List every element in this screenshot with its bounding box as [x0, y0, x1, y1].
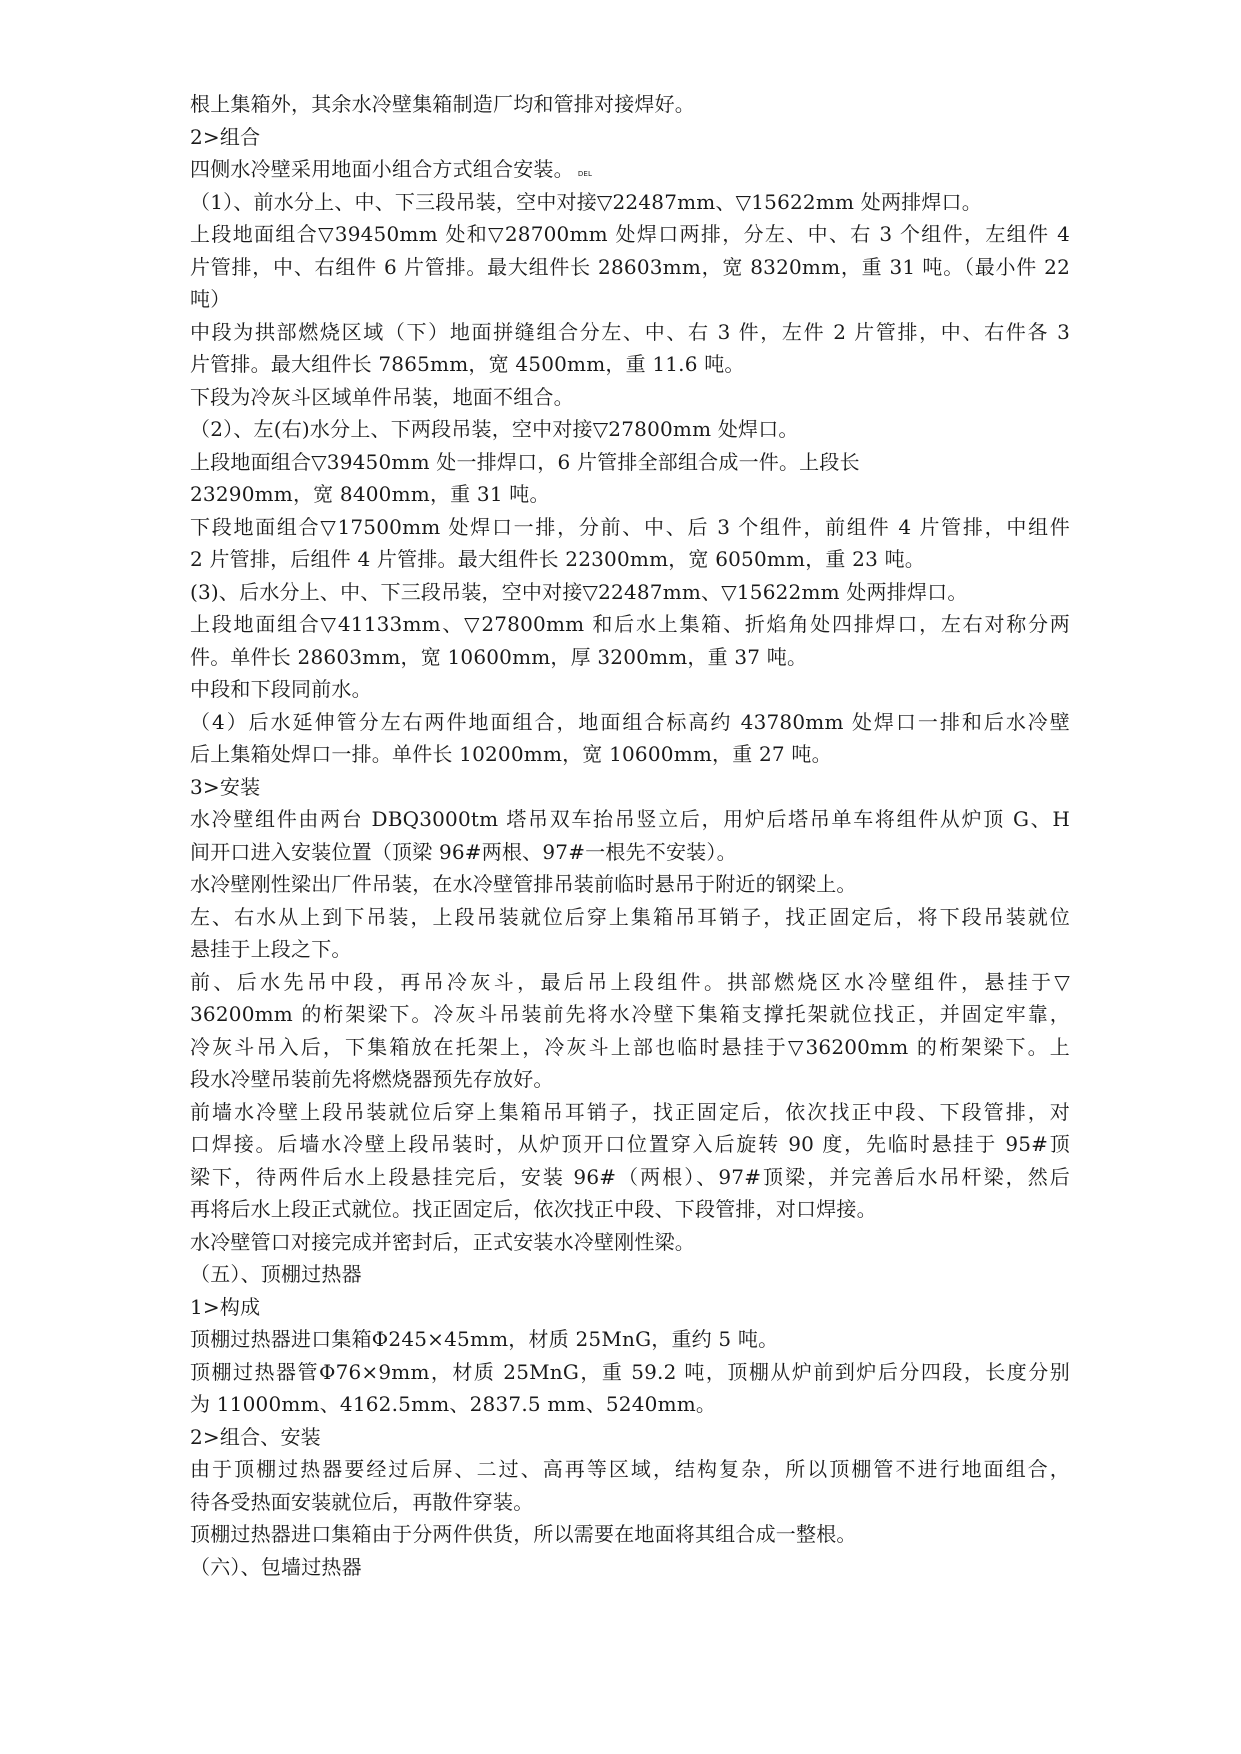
text-line [190, 673, 1070, 706]
text-line [190, 88, 1070, 121]
text-line [190, 966, 1070, 999]
text-line [190, 1551, 1070, 1584]
text-line [190, 641, 1070, 674]
text-line [190, 1096, 1070, 1129]
text-line [190, 803, 1070, 836]
document-body [190, 88, 1070, 1583]
line-text: （1）、前水分上、中、下三段吊装，空中对接▽22487mm、▽15622mm 处两排焊口。 [190, 189, 982, 214]
text-line [190, 478, 1070, 511]
line-text: 待各受热面安装就位后，再散件穿装。 [190, 1489, 534, 1514]
line-text: 水冷壁管口对接完成并密封后，正式安装水冷壁刚性梁。 [190, 1229, 695, 1254]
line-text: 顶棚过热器管Φ76×9mm，材质 25MnG，重 59.2 吨，顶棚从炉前到炉后分四段，长度分别 [190, 1359, 1070, 1384]
text-line [190, 1128, 1070, 1161]
text-line [190, 1258, 1070, 1291]
line-text: 悬挂于上段之下。 [190, 937, 352, 961]
line-text: 梁下，待两件后水上段悬挂完后，安装 96#（两根）、97#顶梁，并完善后水吊杆梁，然后 [190, 1164, 1070, 1189]
text-line [190, 576, 1070, 609]
line-text: 由于顶棚过热器要经过后屏、二过、高再等区域，结构复杂，所以顶棚管不进行地面组合， [190, 1457, 1070, 1481]
text-line [190, 868, 1070, 901]
text-line [190, 1193, 1070, 1226]
line-text: 四侧水冷壁采用地面小组合方式组合安装。 [190, 157, 574, 181]
text-line [190, 1453, 1070, 1486]
line-text: 间开口进入安装位置（顶梁 96#两根、97#一根先不安装）。 [190, 839, 737, 864]
text-line [190, 153, 1070, 186]
line-text: 中段和下段同前水。 [190, 677, 372, 701]
line-text: 下段为冷灰斗区域单件吊装，地面不组合。 [190, 384, 574, 409]
text-line [190, 1226, 1070, 1259]
text-line [190, 1161, 1070, 1194]
line-text: 2>组合、安装 [190, 1424, 321, 1449]
line-text: 后上集箱处焊口一排。单件长 10200mm，宽 10600mm，重 27 吨。 [190, 742, 832, 766]
text-line [190, 511, 1070, 544]
text-line [190, 283, 1070, 316]
line-text: 上段地面组合▽39450mm 处一排焊口，6 片管排全部组合成一件。上段长 [190, 449, 860, 474]
text-line [190, 738, 1070, 771]
text-line [190, 543, 1070, 576]
text-line [190, 1291, 1070, 1324]
text-line [190, 1486, 1070, 1519]
text-line [190, 251, 1070, 284]
text-line [190, 381, 1070, 414]
text-line [190, 348, 1070, 381]
line-text: 根上集箱外，其余水冷壁集箱制造厂均和管排对接焊好。 [190, 92, 695, 116]
line-text: (3)、后水分上、中、下三段吊装，空中对接▽22487mm、▽15622mm 处两排焊口。 [190, 579, 968, 604]
line-text: （4）后水延伸管分左右两件地面组合，地面组合标高约 43780mm 处焊口一排和后水冷壁 [190, 709, 1070, 734]
line-text: （六）、包墙过热器 [190, 1554, 362, 1579]
line-text: 顶棚过热器进口集箱由于分两件供货，所以需要在地面将其组合成一整根。 [190, 1522, 857, 1546]
line-text: 前墙水冷壁上段吊装就位后穿上集箱吊耳销子，找正固定后，依次找正中段、下段管排，对 [190, 1099, 1070, 1124]
line-text: 件。单件长 28603mm，宽 10600mm，厚 3200mm，重 37 吨。 [190, 644, 808, 669]
line-text: 3>安装 [190, 774, 261, 799]
text-line [190, 121, 1070, 154]
line-text: 吨） [190, 287, 231, 311]
line-text: 中段为拱部燃烧区域（下）地面拼缝组合分左、中、右 3 件，左件 2 片管排，中、右件各 3 [190, 319, 1070, 344]
text-line [190, 933, 1070, 966]
text-line [190, 316, 1070, 349]
text-line [190, 186, 1070, 219]
text-line [190, 413, 1070, 446]
line-text: 冷灰斗吊入后，下集箱放在托架上，冷灰斗上部也临时悬挂于▽36200mm 的桁架梁下。上 [190, 1034, 1070, 1059]
line-text: 前、后水先吊中段，再吊冷灰斗，最后吊上段组件。拱部燃烧区水冷壁组件，悬挂于▽ [190, 969, 1070, 994]
line-text: （五）、顶棚过热器 [190, 1262, 362, 1286]
text-line [190, 1031, 1070, 1064]
line-text: 片管排。最大组件长 7865mm，宽 4500mm，重 11.6 吨。 [190, 352, 745, 376]
text-line [190, 1356, 1070, 1389]
line-text: 2 片管排，后组件 4 片管排。最大组件长 22300mm，宽 6050mm，重 23 吨。 [190, 547, 925, 571]
line-text: （2）、左(右)水分上、下两段吊装，空中对接▽27800mm 处焊口。 [190, 417, 799, 441]
text-line [190, 706, 1070, 739]
line-text: 为 11000mm、4162.5mm、2837.5 mm、5240mm。 [190, 1392, 717, 1416]
line-text: 口焊接。后墙水冷壁上段吊装时，从炉顶开口位置穿入后旋转 90 度，先临时悬挂于 95#顶 [190, 1132, 1070, 1156]
text-line [190, 836, 1070, 869]
line-text: 23290mm，宽 8400mm，重 31 吨。 [190, 482, 550, 506]
text-line [190, 1388, 1070, 1421]
text-line [190, 1323, 1070, 1356]
line-text: 上段地面组合▽39450mm 处和▽28700mm 处焊口两排，分左、中、右 3 个组件，左组件 4 [190, 222, 1070, 246]
text-line [190, 1421, 1070, 1454]
text-line [190, 218, 1070, 251]
line-text: 2>组合 [190, 124, 261, 149]
line-text: 1>构成 [190, 1294, 261, 1319]
del-mark: DEL [577, 170, 593, 178]
line-text: 顶棚过热器进口集箱Φ245×45mm，材质 25MnG，重约 5 吨。 [190, 1327, 779, 1351]
text-line [190, 446, 1070, 479]
line-text: 上段地面组合▽41133mm、▽27800mm 和后水上集箱、折焰角处四排焊口，左右对称分两 [190, 612, 1070, 636]
text-line [190, 1063, 1070, 1096]
text-line [190, 1518, 1070, 1551]
text-line [190, 901, 1070, 934]
line-text: 左、右水从上到下吊装，上段吊装就位后穿上集箱吊耳销子，找正固定后，将下段吊装就位 [190, 904, 1070, 929]
line-text: 段水冷壁吊装前先将燃烧器预先存放好。 [190, 1067, 554, 1091]
line-text: 再将后水上段正式就位。找正固定后，依次找正中段、下段管排，对口焊接。 [190, 1197, 877, 1221]
text-line [190, 998, 1070, 1031]
text-line [190, 608, 1070, 641]
line-text: 36200mm 的桁架梁下。冷灰斗吊装前先将水冷壁下集箱支撑托架就位找正，并固定牢靠， [190, 1002, 1070, 1026]
line-text: 水冷壁刚性梁出厂件吊装，在水冷壁管排吊装前临时悬吊于附近的钢梁上。 [190, 872, 857, 896]
text-line [190, 771, 1070, 804]
line-text: 下段地面组合▽17500mm 处焊口一排，分前、中、后 3 个组件，前组件 4 片管排，中组件 [190, 514, 1070, 539]
line-text: 水冷壁组件由两台 DBQ3000tm 塔吊双车抬吊竖立后，用炉后塔吊单车将组件从炉顶 G、H [190, 807, 1070, 831]
line-text: 片管排，中、右组件 6 片管排。最大组件长 28603mm，宽 8320mm，重 31 吨。（最小件 22 [190, 254, 1070, 279]
